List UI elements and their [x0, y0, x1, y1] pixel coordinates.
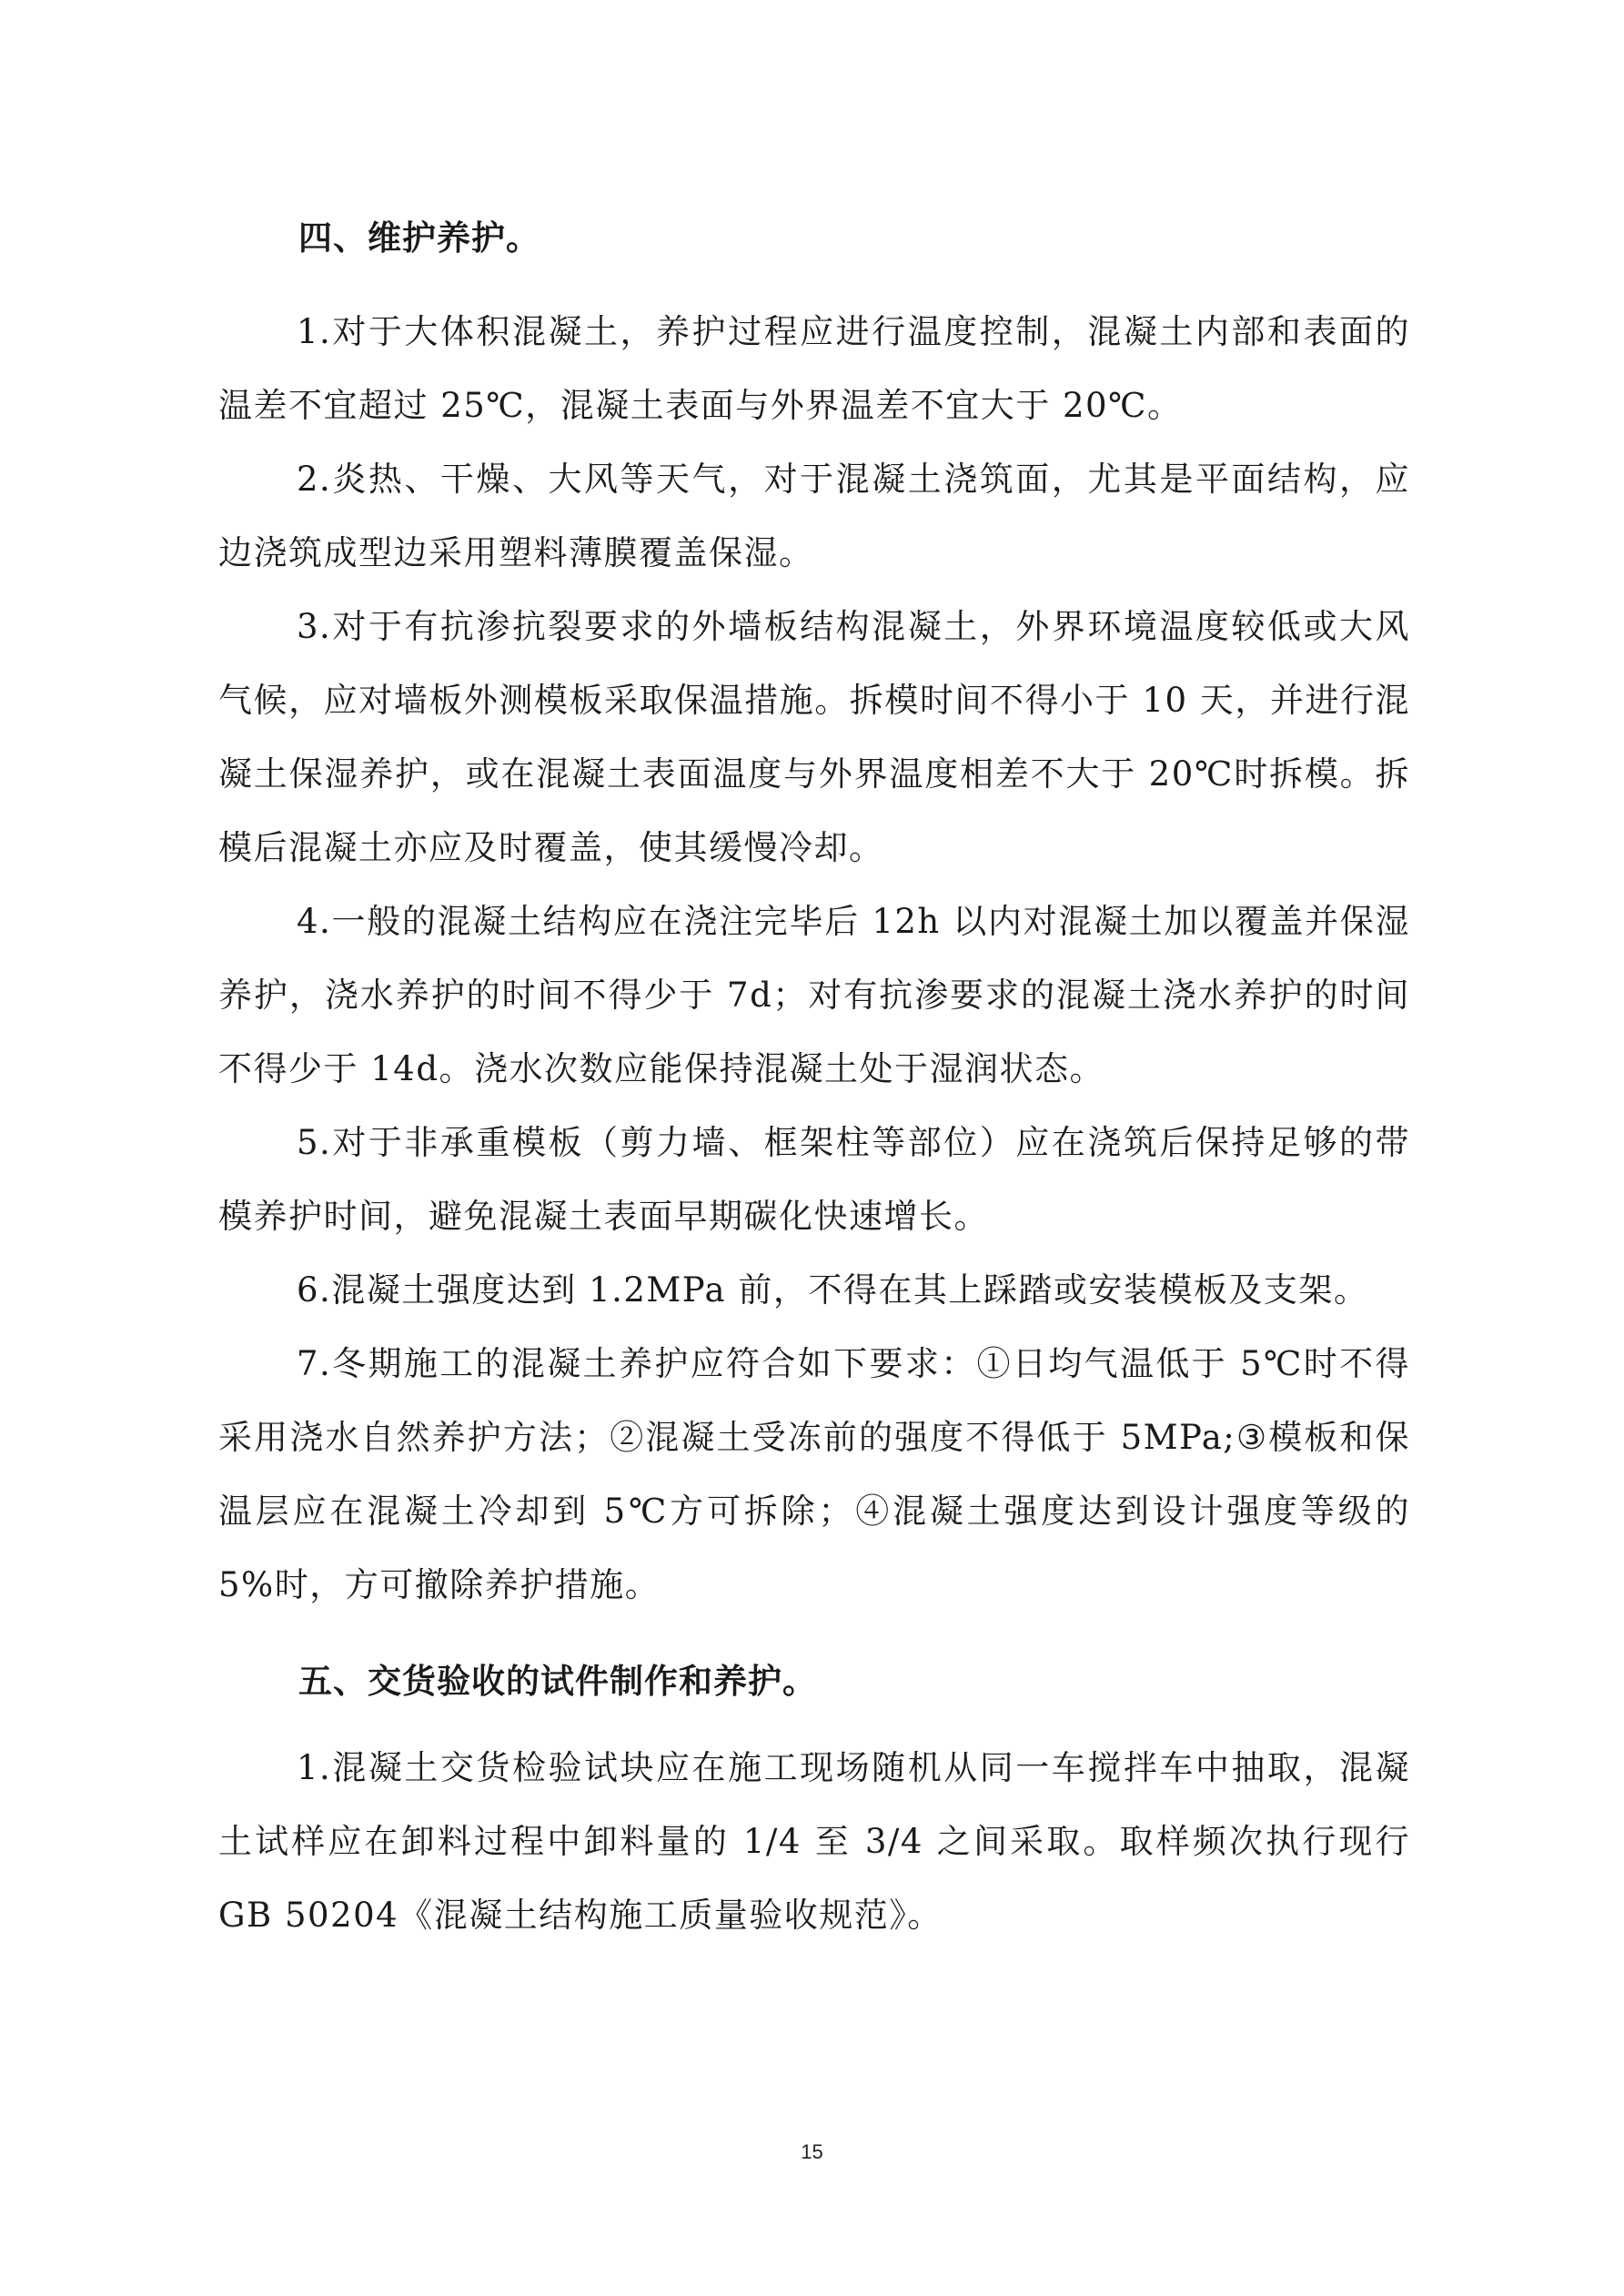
section-4-paragraph-2: 2.炎热、干燥、大风等天气，对于混凝土浇筑面，尤其是平面结构，应边浇筑成型边采用塑料薄膜覆盖保湿。 [218, 460, 1410, 572]
section-spacer [218, 1622, 1410, 1645]
section-4-paragraph-6: 6.混凝土强度达到 1.2MPa 前，不得在其上踩踏或安装模板及支架。 [297, 1270, 1369, 1310]
section-4-paragraph-7: 7.冬期施工的混凝土养护应符合如下要求：①日均气温低于 5℃时不得采用浇水自然养护方法；②混凝土受冻前的强度不得低于 5MPa;③模板和保温层应在混凝土冷却到 5℃方可拆除；④混凝土强度达到设计强度等级的 5%时，方可撤除养护措施。 [218, 1344, 1410, 1604]
section-4-paragraph-3: 3.对于有抗渗抗裂要求的外墙板结构混凝土，外界环境温度较低或大风气候，应对墙板外测模板采取保温措施。拆模时间不得小于 10 天，并进行混凝土保湿养护，或在混凝土表面温度与外界温度相差不大于 20℃时拆模。拆模后混凝土亦应及时覆盖，使其缓慢冷却。 [218, 607, 1410, 867]
section-4-paragraph-1: 1.对于大体积混凝土，养护过程应进行温度控制，混凝土内部和表面的温差不宜超过 25℃，混凝土表面与外界温差不宜大于 20℃。 [218, 312, 1410, 425]
section-4-paragraph-5: 5.对于非承重模板（剪力墙、框架柱等部位）应在浇筑后保持足够的带模养护时间，避免混凝土表面早期碳化快速增长。 [218, 1123, 1410, 1236]
page-number: 15 [801, 2140, 823, 2163]
section-4-paragraph-4: 4.一般的混凝土结构应在浇注完毕后 12h 以内对混凝土加以覆盖并保湿养护，浇水养护的时间不得少于 7d；对有抗渗要求的混凝土浇水养护的时间不得少于 14d。浇水次数应能保持混凝土处于湿润状态。 [218, 902, 1410, 1088]
section-4-heading: 四、维护养护。 [298, 218, 540, 258]
document-body [218, 202, 1410, 1952]
section-5-paragraph-1: 1.混凝土交货检验试块应在施工现场随机从同一车搅拌车中抽取，混凝土试样应在卸料过程中卸料量的 1/4 至 3/4 之间采取。取样频次执行现行 GB 50204《混凝土结构施工质量验收规范》。 [218, 1748, 1410, 1935]
section-5-heading: 五、交货验收的试件制作和养护。 [298, 1662, 817, 1701]
